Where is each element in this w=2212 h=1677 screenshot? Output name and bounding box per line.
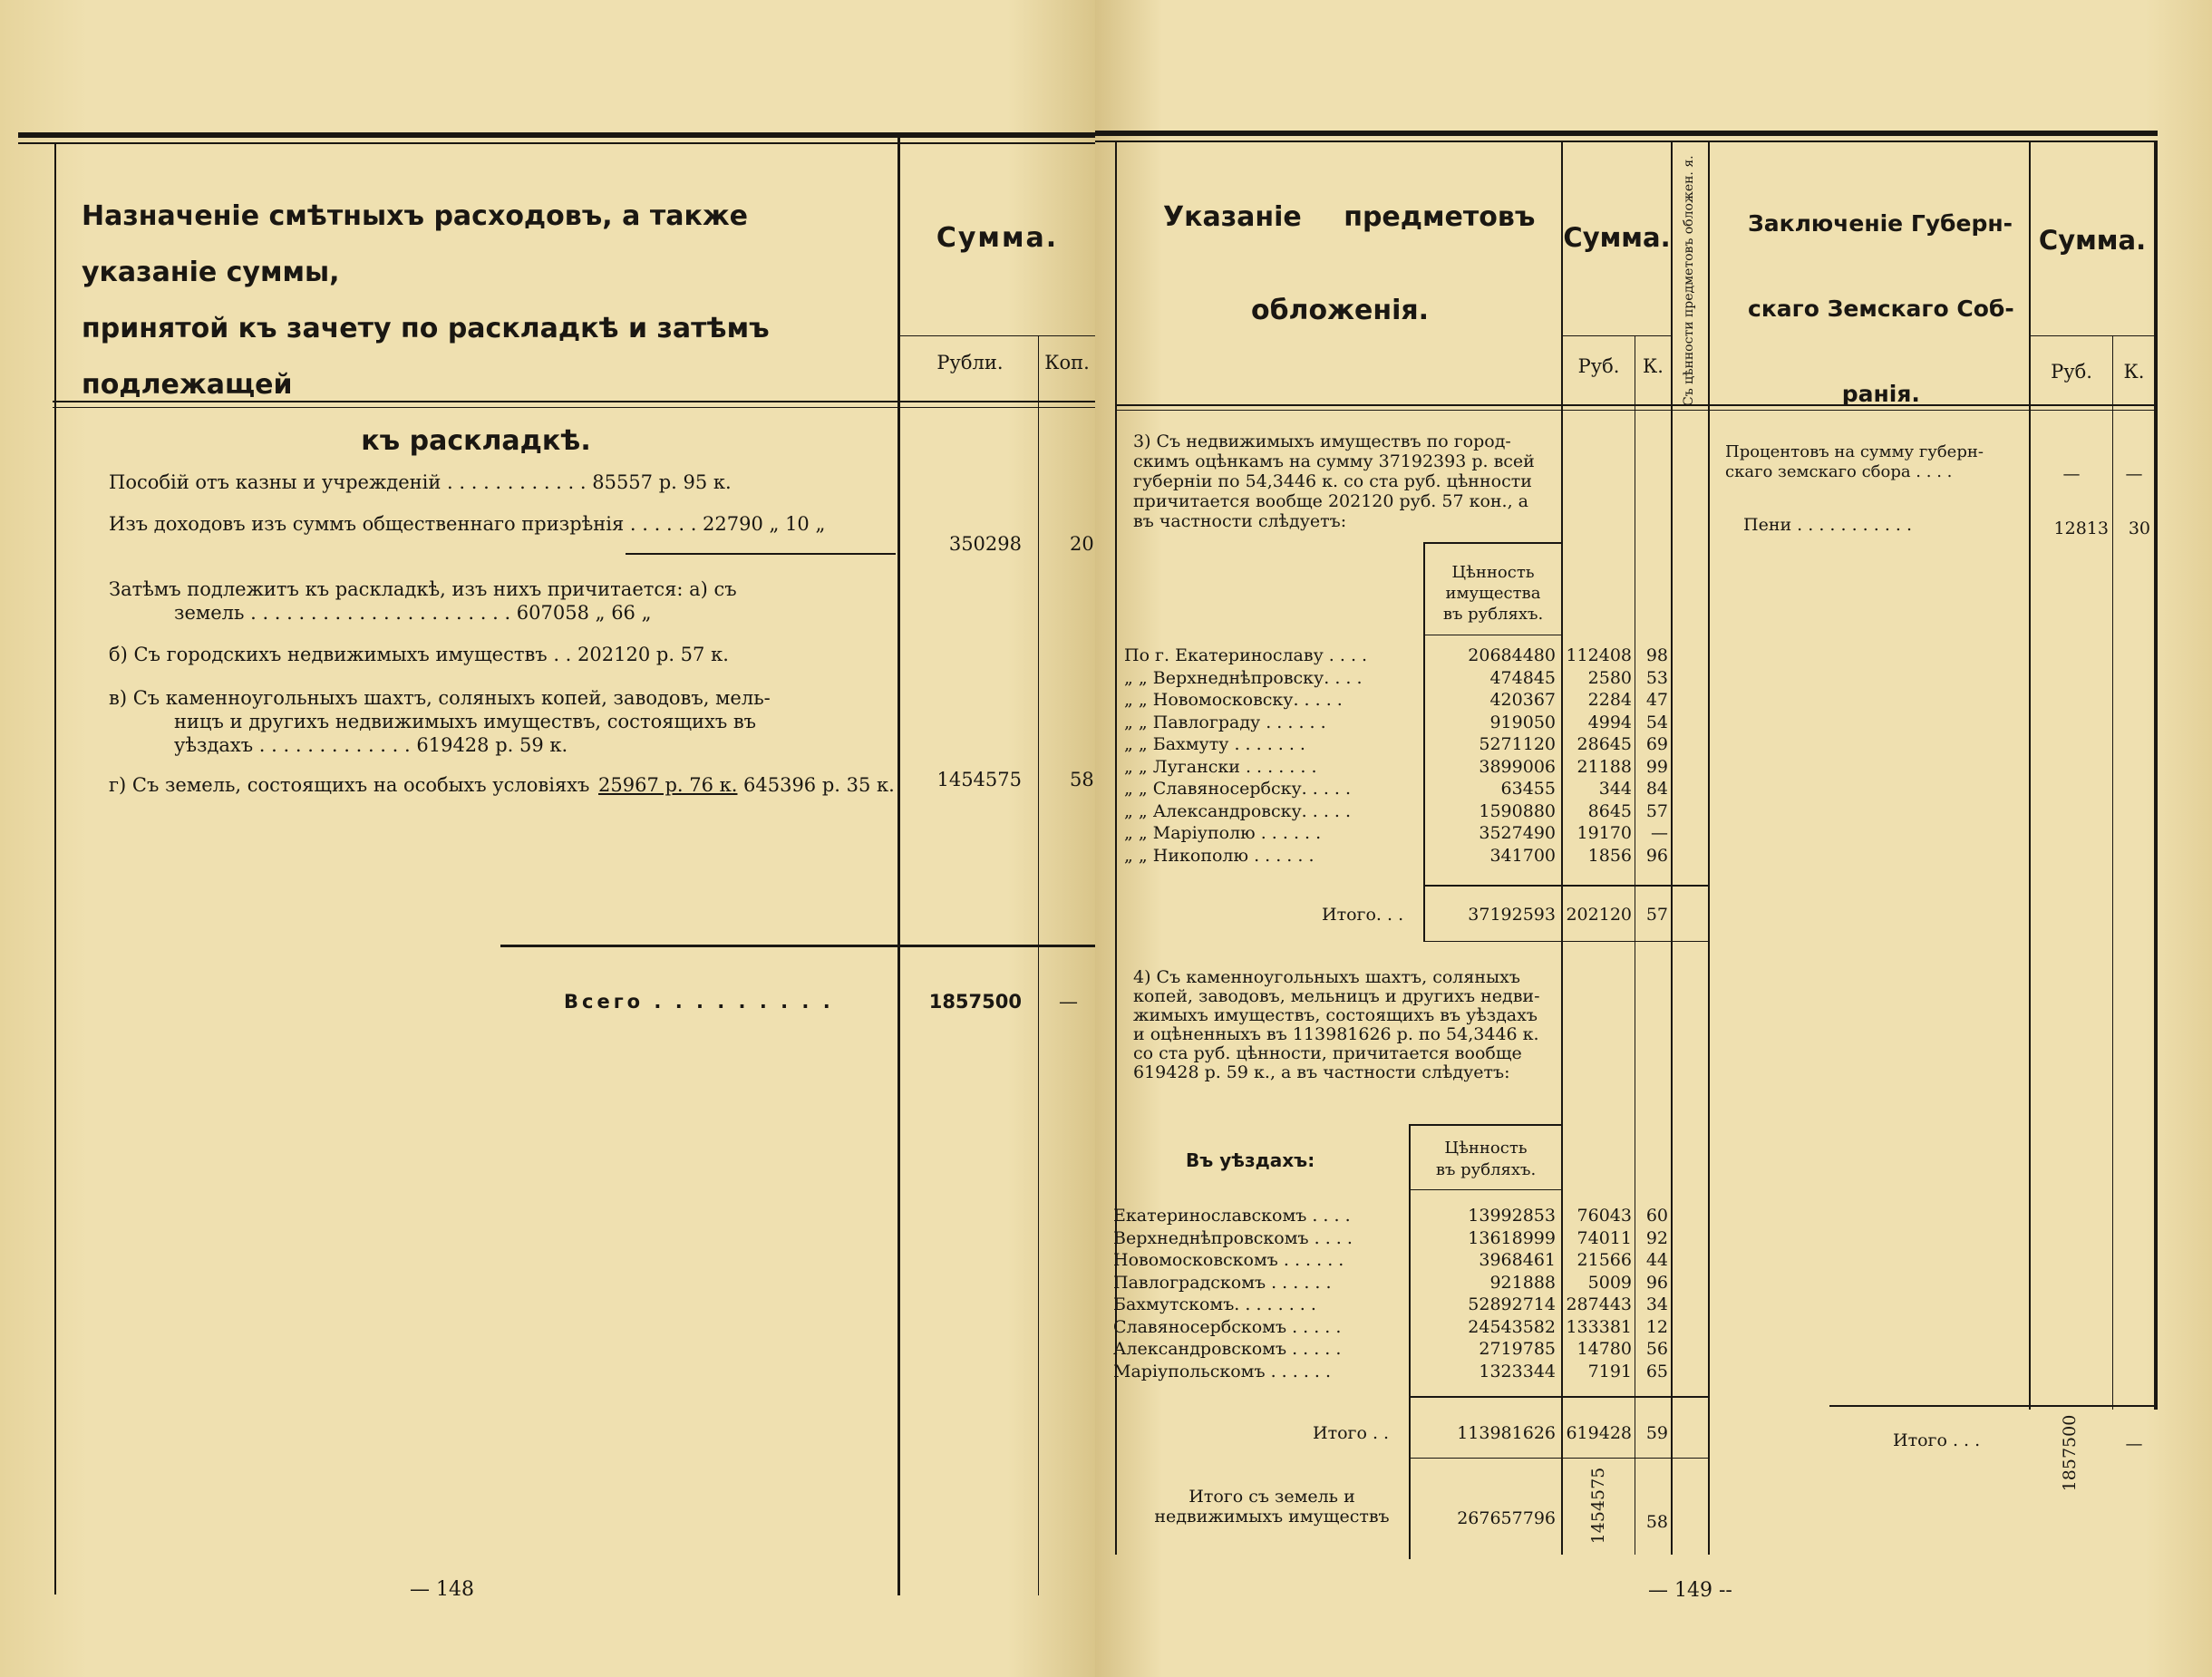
city-rub: 112408 (1566, 645, 1632, 665)
city-name: „ „ Павлограду . . . . . . (1124, 712, 1326, 732)
uezd-value: 1323344 (1479, 1361, 1556, 1381)
city-name: „ „ Никополю . . . . . . (1124, 845, 1315, 866)
uezd-kop: 60 (1645, 1206, 1668, 1226)
uezd-rub: 133381 (1566, 1316, 1632, 1337)
conclusion-1-kop: — (2125, 464, 2143, 484)
itogo-total-label-line-1: Итого съ земель и (1188, 1487, 1355, 1507)
left-kop-header: Коп. (1044, 352, 1090, 373)
city-name: „ „ Маріуполю . . . . . . (1124, 823, 1322, 843)
uezd-name: Славяносербскомъ . . . . . (1113, 1316, 1342, 1337)
uezd-name: Павлоградскомъ . . . . . . (1113, 1272, 1332, 1293)
uezd-kop: 96 (1645, 1272, 1668, 1293)
right-page-number: — 149 -- (1648, 1579, 1732, 1602)
conclusion-2: Пени . . . . . . . . . . . (1743, 515, 1913, 535)
conclusion-itogo-dash: — (2125, 1434, 2143, 1454)
right-header-rub2: Руб. (2051, 361, 2092, 383)
row-posobii: Пособій отъ казны и учрежденій . . . . . . . . . . . . 85557 р. 95 к. (109, 471, 732, 493)
right-header-conclusion (1748, 181, 2014, 437)
uezd-rub: 7191 (1587, 1361, 1632, 1381)
value-header-2 (1411, 1138, 1561, 1181)
city-rub: 8645 (1587, 800, 1632, 821)
section-4-line: 619428 р. 59 к., а въ частности слѣдуетъ: (1133, 1062, 1510, 1082)
city-rub: 19170 (1577, 823, 1632, 843)
city-name: „ „ Верхнеднѣпровску. . . . (1124, 667, 1363, 688)
uezd-kop: 44 (1645, 1250, 1668, 1270)
city-value: 5271120 (1479, 734, 1556, 754)
section-3-line: скимъ оцѣнкамъ на сумму 37192393 р. всей (1133, 451, 1535, 471)
section-4-line: 4) Съ каменноугольныхъ шахтъ, соляныхъ (1133, 967, 1520, 987)
uezd-name: Бахмутскомъ. . . . . . . . (1113, 1294, 1316, 1314)
section-4-line: со ста руб. цѣнности, причитается вообще (1133, 1043, 1522, 1063)
section-3-line: губерніи по 54,3446 к. со ста руб. цѣнности (1133, 471, 1532, 491)
left-rubles-header: Рубли. (936, 352, 1004, 373)
city-value: 919050 (1489, 712, 1556, 732)
uezd-rub: 14780 (1577, 1339, 1632, 1359)
city-rub: 344 (1598, 779, 1632, 799)
city-value: 474845 (1489, 667, 1556, 688)
uezd-label: Въ уѣздахъ: (1186, 1149, 1315, 1171)
value-header-2-line: Цѣнность (1444, 1139, 1528, 1158)
itogo-uezd-value: 113981626 (1457, 1423, 1556, 1443)
city-rub: 28645 (1577, 734, 1632, 754)
uezd-name: Верхнеднѣпровскомъ . . . . (1113, 1227, 1353, 1248)
value-header (1425, 562, 1561, 625)
itogo-uezd-kop: 59 (1645, 1423, 1668, 1443)
row-g-val: 25967 р. 76 к. (598, 774, 738, 796)
city-kop: 57 (1645, 800, 1668, 821)
uezd-name: Новомосковскомъ . . . . . . (1113, 1250, 1344, 1270)
section-4-line: копей, заводовъ, мельницъ и другихъ недви- (1133, 986, 1540, 1006)
right-header-subjects-1: Указаніе предметовъ (1163, 201, 1536, 233)
city-value: 20684480 (1468, 645, 1556, 665)
city-kop: 54 (1645, 712, 1668, 732)
itogo-uezd-rub: 619428 (1566, 1423, 1632, 1443)
city-value: 1590880 (1479, 800, 1556, 821)
city-name: „ „ Славяносербску. . . . . (1124, 779, 1352, 799)
city-name: „ „ Лугански . . . . . . . (1124, 756, 1317, 777)
city-name: „ „ Новомосковску. . . . . (1124, 690, 1343, 710)
city-rub: 21188 (1577, 756, 1632, 777)
section-3-line: причитается вообще 202120 руб. 57 кон., а (1133, 491, 1529, 511)
itogo-cities-label: Итого. . . (1322, 905, 1404, 925)
city-kop: 47 (1645, 690, 1668, 710)
city-kop: 69 (1645, 734, 1668, 754)
sum-2-kop: 58 (1070, 769, 1094, 790)
uezd-rub: 5009 (1587, 1272, 1632, 1293)
uezd-name: Александровскомъ . . . . . (1113, 1339, 1342, 1359)
uezd-rub: 76043 (1577, 1206, 1632, 1226)
right-header-rotated: Съ цѣнности предметовъ обложен. я. (1682, 155, 1696, 406)
section-4-line: жимыхъ имуществъ, состоящихъ въ уѣздахъ (1133, 1005, 1538, 1025)
conclusion-header-line-1: Заключеніе Губерн- (1748, 210, 2013, 237)
conclusion-itogo-rotated: 1857500 (2060, 1414, 2080, 1492)
itogo-total-value: 267657796 (1457, 1508, 1556, 1528)
city-rub: 2284 (1587, 690, 1632, 710)
uezd-value: 13618999 (1468, 1227, 1556, 1248)
conclusion-1 (1725, 442, 1984, 482)
conclusion-itogo-label: Итого . . . (1893, 1430, 1981, 1450)
vsego-dash: — (1059, 991, 1078, 1013)
value-header-line: Цѣнность (1451, 563, 1535, 582)
value-header-line: имущества (1445, 584, 1541, 603)
vsego-label: Всего . . . . . . . . . (564, 991, 834, 1013)
row-v-3: уѣздахъ . . . . . . . . . . . . . 619428 р. 59 к. (174, 734, 568, 756)
conclusion-1-line: скаго земскаго сбора . . . . (1725, 462, 1953, 481)
city-kop: 98 (1645, 645, 1668, 665)
uezd-kop: 56 (1645, 1339, 1668, 1359)
conclusion-2-kop: 30 (2128, 519, 2150, 538)
itogo-cities-rub: 202120 (1566, 905, 1632, 925)
city-value: 63455 (1500, 779, 1556, 799)
section-3-line: 3) Съ недвижимыхъ имуществъ по город- (1133, 431, 1511, 451)
conclusion-1-rub: — (2062, 464, 2081, 484)
itogo-total-rub-rotated: 1454575 (1588, 1467, 1608, 1545)
row-g-label: г) Съ земель, состоящихъ на особыхъ условіяхъ (109, 774, 590, 796)
row-v-2: ницъ и другихъ недвижимыхъ имуществъ, состоящихъ въ (174, 711, 757, 732)
conclusion-1-line: Процентовъ на сумму губерн- (1725, 442, 1984, 461)
itogo-cities-value: 37192593 (1468, 905, 1556, 925)
city-kop: — (1651, 823, 1668, 843)
uezd-kop: 34 (1645, 1294, 1668, 1314)
row-zatem-1: Затѣмъ подлежитъ къ раскладкѣ, изъ нихъ причитается: а) съ (109, 578, 737, 600)
uezd-value: 2719785 (1479, 1339, 1556, 1359)
uezd-rub: 74011 (1577, 1227, 1632, 1248)
itogo-cities-kop: 57 (1645, 905, 1668, 925)
city-name: „ „ Александровску. . . . . (1124, 800, 1352, 821)
uezd-name: Екатеринославскомъ . . . . (1113, 1206, 1351, 1226)
uezd-value: 3968461 (1479, 1250, 1556, 1270)
section-3-text (1133, 431, 1535, 531)
city-kop: 53 (1645, 667, 1668, 688)
uezd-rub: 287443 (1566, 1294, 1632, 1314)
section-4-text (1133, 968, 1540, 1082)
section-3-line: въ частности слѣдуетъ: (1133, 511, 1347, 531)
uezd-value: 921888 (1489, 1272, 1556, 1293)
uezd-value: 24543582 (1468, 1316, 1556, 1337)
city-value: 420367 (1489, 690, 1556, 710)
uezd-value: 52892714 (1468, 1294, 1556, 1314)
city-rub: 4994 (1587, 712, 1632, 732)
uezd-kop: 92 (1645, 1227, 1668, 1248)
sum-1: 350298 (948, 533, 1022, 555)
uezd-name: Маріупольскомъ . . . . . . (1113, 1361, 1332, 1381)
left-header-title (82, 189, 870, 470)
city-value: 341700 (1489, 845, 1556, 866)
city-name: „ „ Бахмуту . . . . . . . (1124, 734, 1305, 754)
right-header-sum2: Сумма. (2038, 225, 2147, 256)
conclusion-2-rub: 12813 (2053, 519, 2109, 538)
itogo-total-label (1150, 1487, 1394, 1527)
itogo-total-label-line-2: недвижимыхъ имуществъ (1154, 1507, 1390, 1527)
itogo-uezd-label: Итого . . (1313, 1423, 1390, 1443)
right-header-k: К. (1643, 355, 1664, 377)
vsego-value: 1857500 (928, 991, 1022, 1013)
value-header-2-line: въ рубляхъ. (1435, 1160, 1537, 1179)
left-header-line-3: къ раскладкѣ. (361, 425, 591, 457)
city-rub: 1856 (1587, 845, 1632, 866)
city-kop: 96 (1645, 845, 1668, 866)
city-name: По г. Екатеринославу . . . . (1124, 645, 1368, 665)
sum-1-kop: 20 (1070, 533, 1094, 555)
left-header-line-2: принятой къ зачету по раскладкѣ и затѣмъ подлежащей (82, 313, 770, 401)
row-g-total: 645396 р. 35 к. (743, 774, 895, 796)
city-value: 3899006 (1479, 756, 1556, 777)
section-4-line: и оцѣненныхъ въ 113981626 р. по 54,3446 к. (1133, 1024, 1539, 1044)
city-value: 3527490 (1479, 823, 1556, 843)
uezd-kop: 65 (1645, 1361, 1668, 1381)
right-page (1095, 0, 2212, 1677)
value-header-line: въ рубляхъ. (1442, 605, 1544, 624)
sum-2: 1454575 (936, 769, 1022, 790)
row-v-1: в) Съ каменноугольныхъ шахтъ, соляныхъ копей, заводовъ, мель- (109, 687, 771, 709)
row-b: б) Съ городскихъ недвижимыхъ имуществъ . . 202120 р. 57 к. (109, 644, 729, 665)
conclusion-header-line-3: ранія. (1841, 381, 1920, 407)
uezd-kop: 12 (1645, 1316, 1668, 1337)
right-header-k2: К. (2123, 361, 2145, 383)
left-page-number: — 148 (410, 1578, 474, 1601)
right-header-subjects-2: обложенія. (1251, 295, 1430, 326)
uezd-value: 13992853 (1468, 1206, 1556, 1226)
itogo-total-kop: 58 (1645, 1512, 1668, 1532)
row-zatem-2: земель . . . . . . . . . . . . . . . . . . . . . . 607058 „ 66 „ (174, 602, 652, 624)
conclusion-header-line-2: скаго Земскаго Соб- (1748, 296, 2014, 322)
right-header-rub: Руб. (1577, 355, 1620, 377)
city-rub: 2580 (1587, 667, 1632, 688)
city-kop: 84 (1645, 779, 1668, 799)
uezd-rub: 21566 (1577, 1250, 1632, 1270)
left-page (0, 0, 1095, 1677)
left-sum-header: Сумма. (936, 222, 1059, 254)
left-header-line-1: Назначеніе смѣтныхъ расходовъ, а также указаніе суммы, (82, 200, 749, 288)
row-dohody: Изъ доходовъ изъ суммъ общественнаго призрѣнія . . . . . . 22790 „ 10 „ (109, 513, 826, 535)
city-kop: 99 (1645, 756, 1668, 777)
right-header-sum: Сумма. (1563, 222, 1671, 253)
